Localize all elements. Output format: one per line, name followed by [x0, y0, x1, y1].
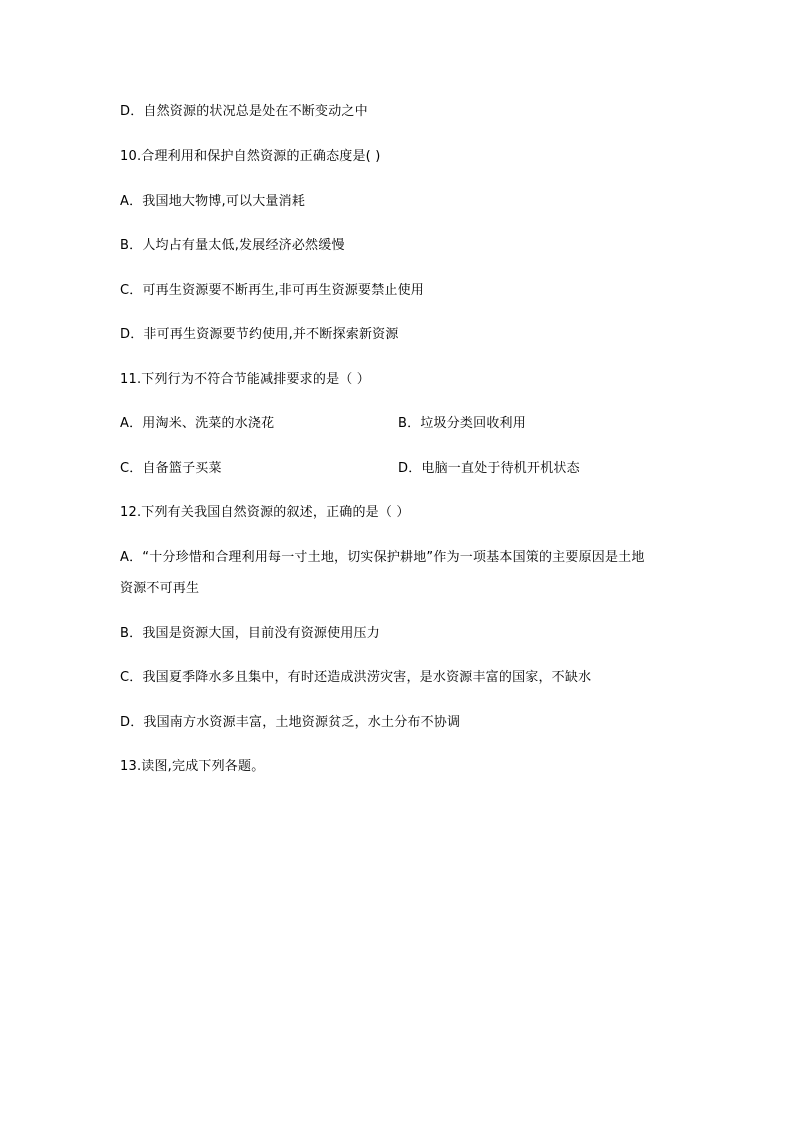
question-11-option-d: D．电脑一直处于待机开机状态	[398, 461, 580, 476]
question-12-stem: 12.下列有关我国自然资源的叙述，正确的是（ ）	[120, 505, 410, 520]
question-11-option-a: A．用淘米、洗菜的水浇花	[120, 416, 275, 431]
question-13-stem: 13.读图,完成下列各题。	[120, 759, 265, 774]
question-10-option-a: A．我国地大物博,可以大量消耗	[120, 194, 306, 209]
question-10-option-c: C．可再生资源要不断再生,非可再生资源要禁止使用	[120, 283, 425, 298]
question-9-option-d: D．自然资源的状况总是处在不断变动之中	[120, 104, 368, 119]
question-12-option-c: C．我国夏季降水多且集中，有时还造成洪涝灾害，是水资源丰富的国家，不缺水	[120, 670, 592, 685]
question-10-option-b: B．人均占有量太低,发展经济必然缓慢	[120, 238, 345, 253]
question-10-option-d: D．非可再生资源要节约使用,并不断探索新资源	[120, 327, 399, 342]
question-12-option-b: B．我国是资源大国，目前没有资源使用压力	[120, 626, 380, 641]
question-12-option-d: D．我国南方水资源丰富，土地资源贫乏，水土分布不协调	[120, 715, 461, 730]
question-11-option-b: B．垃圾分类回收利用	[398, 416, 526, 431]
question-12-option-a-line1: A．“十分珍惜和合理利用每一寸土地，切实保护耕地”作为一项基本国策的主要原因是土地	[120, 550, 645, 565]
question-10-stem: 10.合理利用和保护自然资源的正确态度是( )	[120, 149, 381, 164]
question-11-option-c: C．自备篮子买菜	[120, 461, 222, 476]
question-12-option-a-line2: 资源不可再生	[120, 581, 200, 596]
question-11-stem: 11.下列行为不符合节能减排要求的是（ ）	[120, 372, 371, 387]
